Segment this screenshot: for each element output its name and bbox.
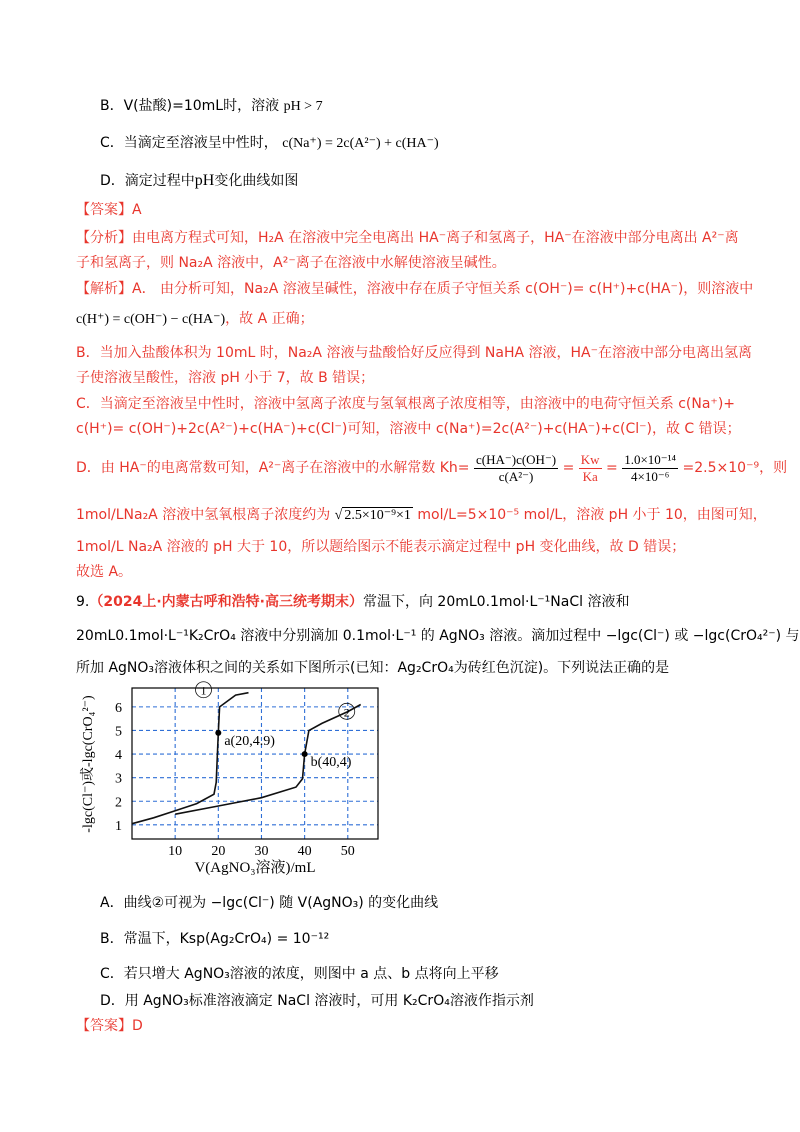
x-tick-label: 10 bbox=[168, 844, 183, 859]
q9-option-a: A．曲线②可视为 −lgc(Cl⁻) 随 V(AgNO₃) 的变化曲线 bbox=[100, 895, 439, 911]
analysis-line-2: 子和氢离子，则 Na₂A 溶液中，A²⁻离子在溶液中水解使溶液呈碱性。 bbox=[76, 255, 506, 271]
q9-option-c: C．若只增大 AgNO₃溶液的浓度，则图中 a 点、b 点将向上平移 bbox=[100, 966, 499, 982]
annotation-label: b(40,4) bbox=[310, 755, 352, 771]
q9-option-d: D．用 AgNO₃标准溶液滴定 NaCl 溶液时，可用 K₂CrO₄溶液作指示剂 bbox=[100, 993, 534, 1009]
annotation-label: a(20,4.9) bbox=[224, 733, 275, 749]
solution-end: 故选 A。 bbox=[76, 564, 133, 580]
q9-line-3: 所加 AgNO₃溶液体积之间的关系如下图所示(已知：Ag₂CrO₄为砖红色沉淀)。下列说法正确的是 bbox=[76, 660, 670, 676]
x-tick-label: 40 bbox=[297, 844, 312, 859]
solution-c-line-2: c(H⁺)= c(OH⁻)+2c(A²⁻)+c(HA⁻)+c(Cl⁻)可知，溶液中 c(Na⁺)=2c(A²⁻)+c(HA⁻)+c(Cl⁻)，故 C 错误； bbox=[76, 421, 741, 437]
q9-option-b: B．常温下，Ksp(Ag₂CrO₄) = 10⁻¹² bbox=[100, 931, 330, 947]
series-label: 2 bbox=[343, 705, 350, 720]
analysis-line-1: 【分析】由电离方程式可知，H₂A 在溶液中完全电离出 HA⁻离子和氢离子，HA⁻在溶液中部分电离出 A²⁻离 bbox=[76, 230, 739, 246]
x-tick-label: 50 bbox=[340, 844, 355, 859]
solution-d-line-3: 1mol/L Na₂A 溶液的 pH 大于 10，所以题给图示不能表示滴定过程中 pH 变化曲线，故 D 错误； bbox=[76, 539, 686, 555]
y-axis-label: -lgc(Cl⁻)或-lgc(CrO₄²⁻) bbox=[81, 695, 96, 833]
answer-9: 【答案】D bbox=[76, 1018, 143, 1034]
q8-option-d: D．滴定过程中pH变化曲线如图 bbox=[100, 172, 299, 189]
solution-c-line-1: C．当滴定至溶液呈中性时，溶液中氢离子浓度与氢氧根离子浓度相等，由溶液中的电荷守恒关系 c(Na⁺)+ bbox=[76, 396, 736, 412]
kw-ka-fraction: $\frac{Kw}{Ka}$ bbox=[580, 451, 600, 484]
annotation-point bbox=[302, 751, 308, 757]
y-tick-label: 2 bbox=[115, 795, 122, 811]
solution-a-line-2: c(H⁺) = c(OH⁻) − c(HA⁻)，故 A 正确； bbox=[76, 311, 314, 327]
titration-chart bbox=[70, 678, 400, 878]
q9-line-1: 9.（2024上·内蒙古呼和浩特·高三统考期末）常温下，向 20mL0.1mol·L⁻¹NaCl 溶液和 bbox=[76, 594, 630, 610]
q9-line-2: 20mL0.1mol·L⁻¹K₂CrO₄ 溶液中分别滴加 0.1mol·L⁻¹ 的 AgNO₃ 溶液。滴加过程中 −lgc(Cl⁻) 或 −lgc(CrO₄²⁻) 与 bbox=[76, 628, 800, 644]
y-tick-label: 5 bbox=[115, 724, 122, 740]
y-tick-label: 6 bbox=[115, 700, 122, 716]
solution-b-line-2: 子使溶液呈酸性，溶液 pH 小于 7，故 B 错误； bbox=[76, 370, 375, 386]
x-tick-label: 30 bbox=[254, 844, 269, 859]
solution-a-line-1: 【解析】A． 由分析可知，Na₂A 溶液呈碱性，溶液中存在质子守恒关系 c(OH⁻)= c(H⁺)+c(HA⁻)，则溶液中 bbox=[76, 281, 754, 297]
annotation-point bbox=[215, 730, 221, 736]
solution-b-line-1: B．当加入盐酸体积为 10mL 时，Na₂A 溶液与盐酸恰好反应得到 NaHA 溶液，HA⁻在溶液中部分电离出氢离 bbox=[76, 345, 752, 361]
answer-8: 【答案】A bbox=[76, 202, 142, 218]
solution-d-line-2: 1mol/LNa₂A 溶液中氢氧根离子浓度约为 √ 2.5×10⁻⁹×1 mol/L=5×10⁻⁵ mol/L，溶液 pH 小于 10，由图可知， bbox=[76, 507, 767, 523]
y-tick-label: 3 bbox=[115, 771, 122, 787]
solution-d-line-1: D．由 HA⁻的电离常数可知，A²⁻离子在溶液中的水解常数 Kh= $\frac{c(HA^-)c(OH^-)}{\text{c(A²⁻)}}$ = $\frac{Kw}{Ka}$ = $\frac{\text{1.0×10⁻¹⁴}}{\text{4×10⁻⁶}}$ =2.5×10⁻⁹，则 bbox=[76, 451, 788, 484]
y-tick-label: 4 bbox=[115, 748, 122, 764]
x-tick-label: 20 bbox=[211, 844, 226, 859]
series-label: 1 bbox=[200, 683, 207, 698]
q8-option-c: C．当滴定至溶液呈中性时， c(Na⁺) = 2c(A²⁻) + c(HA⁻) bbox=[100, 135, 439, 151]
hydrolysis-fraction: $\frac{c(HA^-)c(OH^-)}{\text{c(A²⁻)}}$ bbox=[476, 451, 557, 484]
value-fraction: $\frac{\text{1.0×10⁻¹⁴}}{\text{4×10⁻⁶}}$ bbox=[624, 451, 677, 484]
y-tick-label: 1 bbox=[115, 818, 122, 834]
x-axis-label: V(AgNO₃溶液)/mL bbox=[194, 860, 316, 876]
q8-option-b: B．V(盐酸)=10mL时，溶液 pH > 7 bbox=[100, 98, 323, 114]
